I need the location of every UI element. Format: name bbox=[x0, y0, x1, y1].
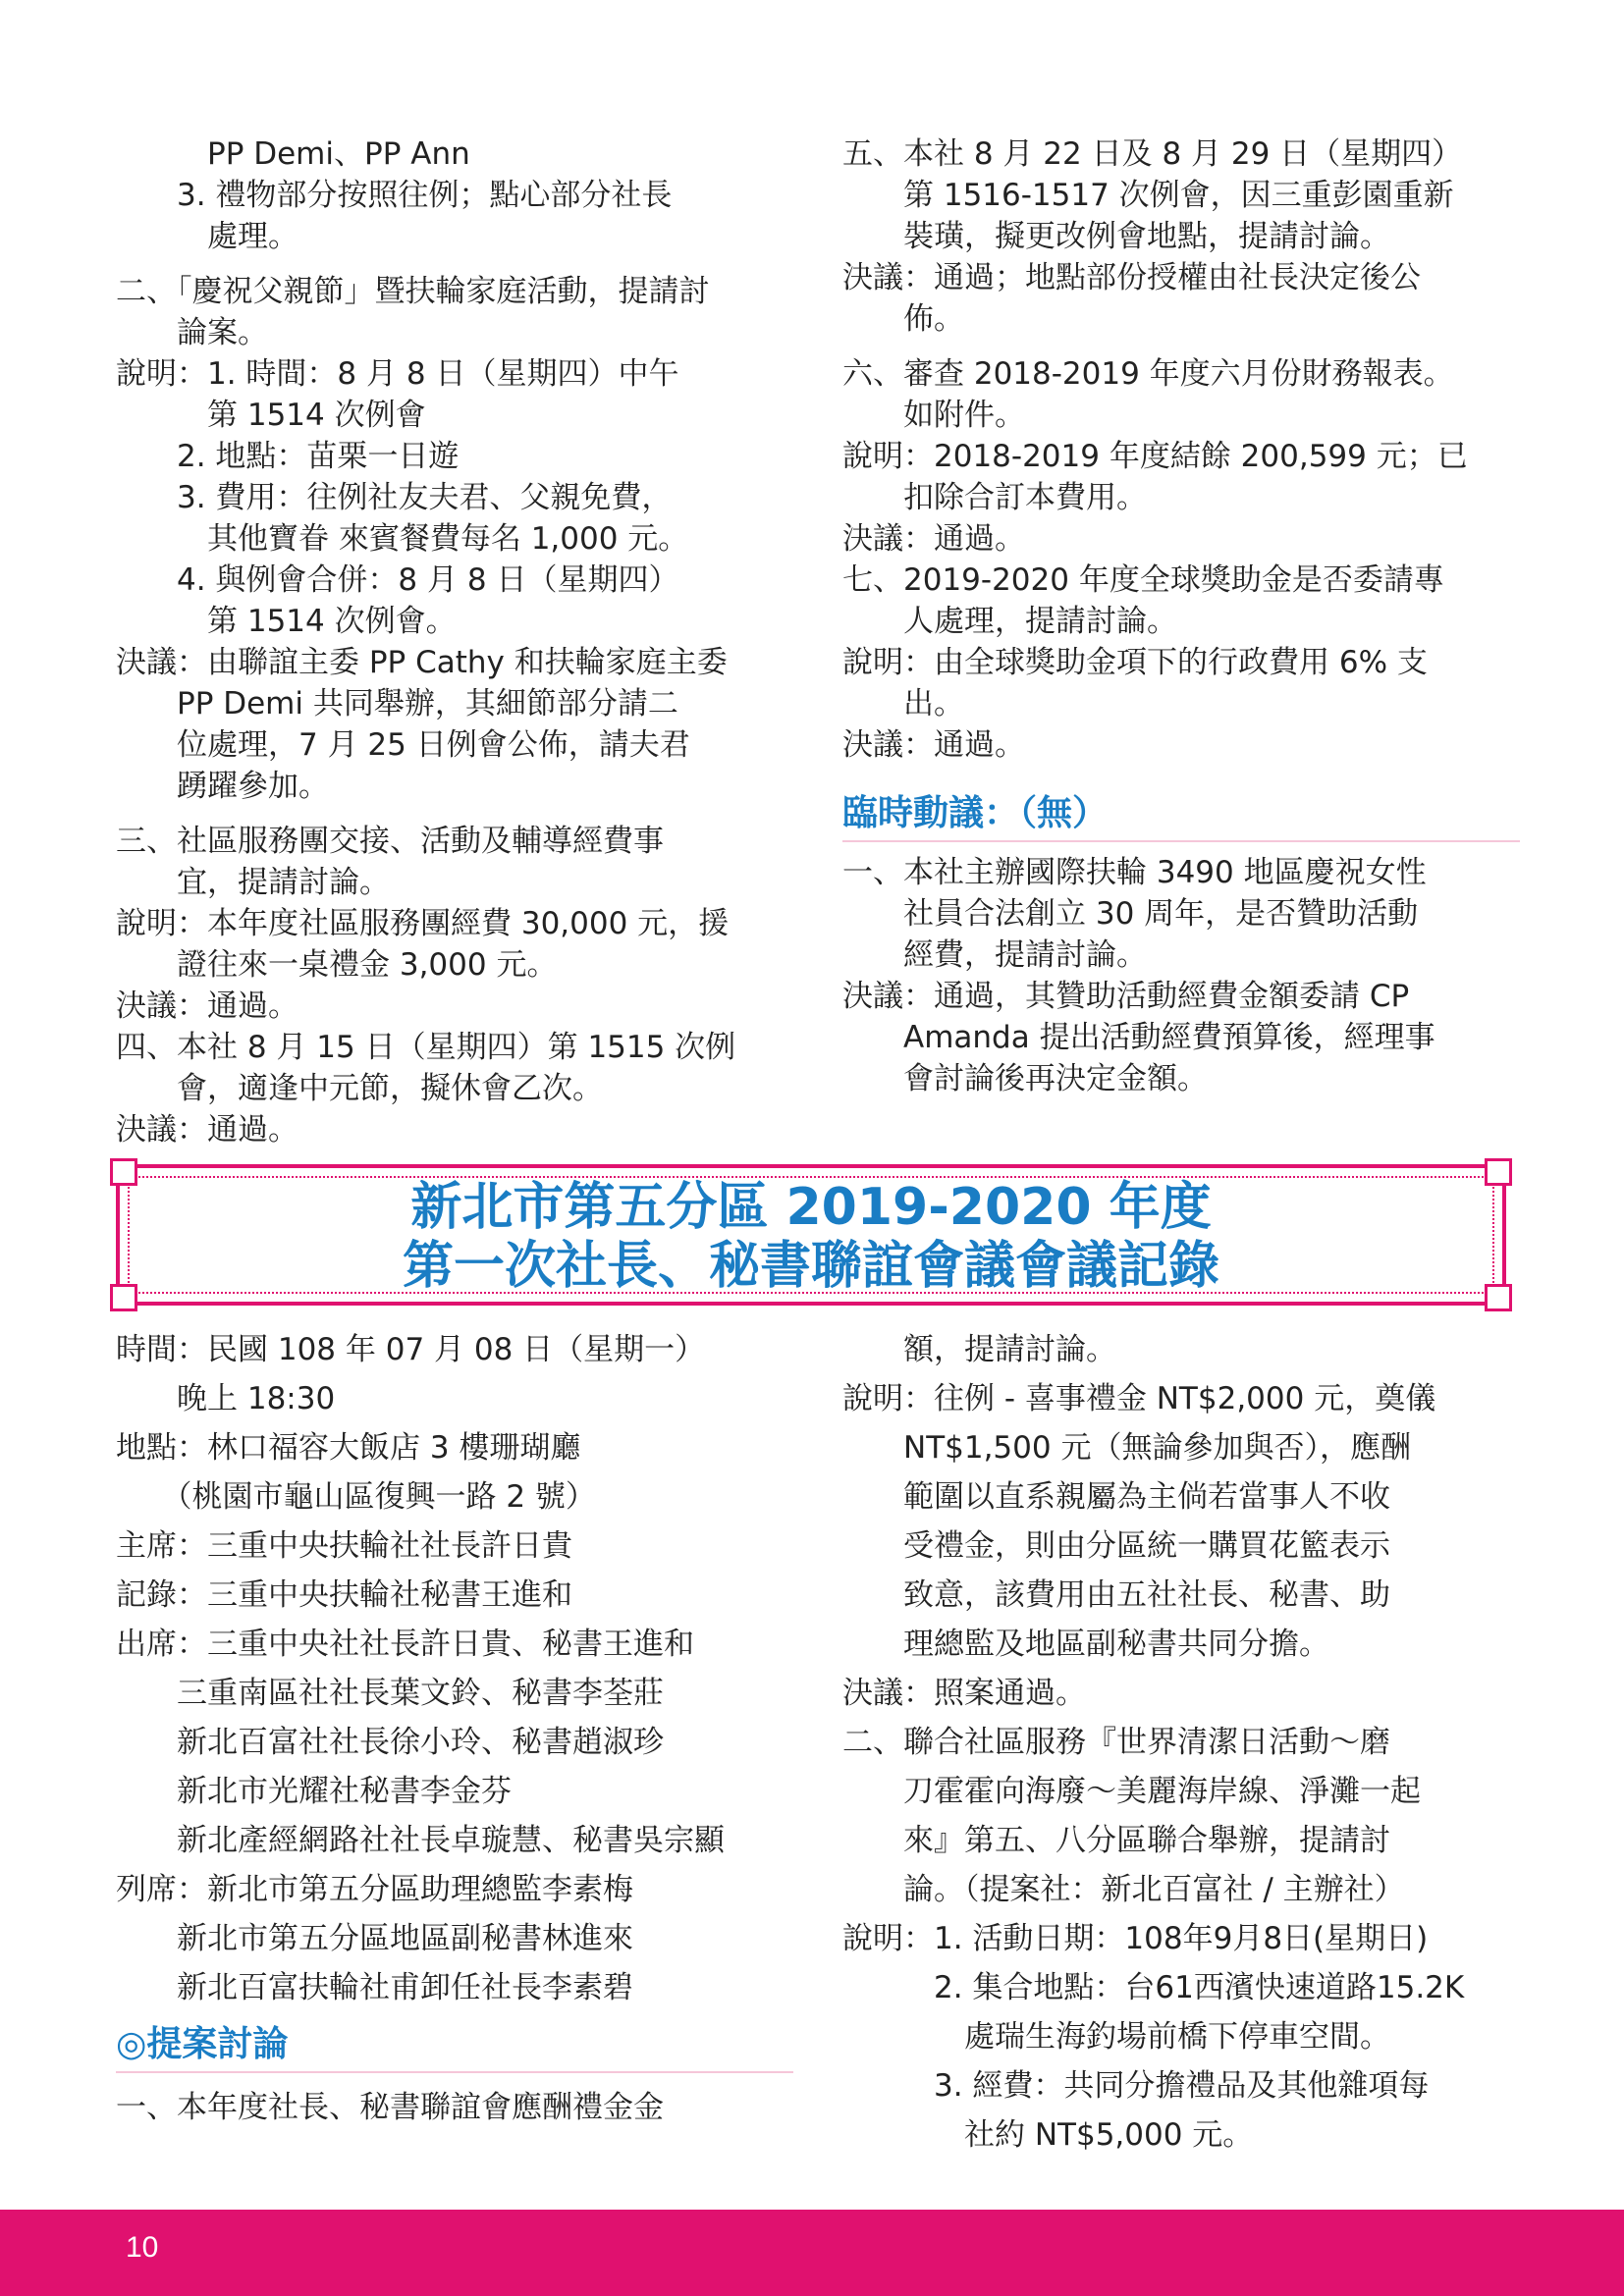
bottom-right-lines bbox=[842, 1325, 1520, 2160]
banner-title-line2: 第一次社長、秘書聯誼會議會議記錄 bbox=[402, 1237, 1219, 1296]
text-line: 宜，提請討論。 bbox=[116, 865, 390, 900]
bottom-left-column bbox=[116, 1325, 793, 2132]
text-line: 2. 集合地點：台61西濱快速道路15.2K bbox=[842, 1970, 1465, 2005]
text-line: 處理。 bbox=[116, 219, 298, 254]
text-line: PP Demi 共同舉辦，其細節部分請二 bbox=[116, 686, 678, 721]
text-line: 位處理，7 月 25 日例會公佈，請夫君 bbox=[116, 727, 690, 763]
text-line: PP Demi、PP Ann bbox=[116, 136, 470, 172]
banner-title-line1: 新北市第五分區 2019-2020 年度 bbox=[410, 1178, 1212, 1237]
text-line: 新北市光耀社秘書李金芬 bbox=[116, 1774, 512, 1809]
temp-motion-rule bbox=[842, 840, 1520, 842]
text-line: 論案。 bbox=[116, 315, 268, 350]
text-line: 三、社區服務團交接、活動及輔導經費事 bbox=[116, 824, 664, 859]
text-line: 扣除合訂本費用。 bbox=[842, 480, 1147, 515]
top-right-lines bbox=[842, 133, 1520, 766]
footer-bar bbox=[0, 2210, 1624, 2296]
text-line: 論。（提案社：新北百富社 / 主辦社） bbox=[842, 1872, 1405, 1907]
text-line: 會討論後再決定金額。 bbox=[842, 1061, 1208, 1096]
text-line: 如附件。 bbox=[842, 398, 1025, 433]
text-line: 時間：民國 108 年 07 月 08 日（星期一） bbox=[116, 1332, 706, 1367]
text-line: 說明：2018-2019 年度結餘 200,599 元；已 bbox=[842, 439, 1468, 474]
text-line: 列席：新北市第五分區助理總監李素梅 bbox=[116, 1872, 633, 1907]
temp-motion-heading: 臨時動議：（無） bbox=[842, 793, 1109, 833]
text-line: 晚上 18:30 bbox=[116, 1381, 336, 1416]
text-line: 佈。 bbox=[842, 301, 964, 337]
text-line: 說明：1. 時間：8 月 8 日（星期四）中午 bbox=[116, 356, 679, 392]
text-line: 其他寶眷 來賓餐費每名 1,000 元。 bbox=[116, 521, 689, 557]
text-line: 人處理，提請討論。 bbox=[842, 604, 1177, 639]
text-line: 決議：由聯誼主委 PP Cathy 和扶輪家庭主委 bbox=[116, 645, 728, 680]
proposal-rule bbox=[116, 2071, 793, 2073]
text-line: 3. 費用：往例社友夫君、父親免費， bbox=[116, 480, 673, 515]
text-line: 新北百富扶輪社甫卸任社長李素碧 bbox=[116, 1970, 633, 2005]
proposal-first-line: 一、本年度社長、秘書聯誼會應酬禮金金 bbox=[116, 2090, 664, 2125]
meeting-title-banner bbox=[116, 1164, 1506, 1306]
text-line: 理總監及地區副秘書共同分擔。 bbox=[842, 1627, 1329, 1662]
text-line: 一、本社主辦國際扶輪 3490 地區慶祝女性 bbox=[842, 855, 1427, 890]
text-line: 4. 與例會合併：8 月 8 日（星期四） bbox=[116, 562, 679, 598]
text-line: 說明：往例 - 喜事禮金 NT$2,000 元，奠儀 bbox=[842, 1381, 1436, 1416]
paragraph-gap bbox=[842, 340, 1520, 353]
bottom-left-lines bbox=[116, 1325, 793, 2012]
text-line: 經費，提請討論。 bbox=[842, 937, 1147, 973]
text-line: 說明：1. 活動日期：108年9月8日(星期日) bbox=[842, 1921, 1429, 1956]
text-line: 七、2019-2020 年度全球獎助金是否委請專 bbox=[842, 562, 1444, 598]
text-line: （桃園市龜山區復興一路 2 號） bbox=[116, 1479, 596, 1515]
paragraph-gap bbox=[116, 257, 793, 271]
text-line: 主席：三重中央扶輪社社長許日貴 bbox=[116, 1528, 572, 1564]
text-line: 處瑞生海釣場前橋下停車空間。 bbox=[842, 2019, 1390, 2055]
text-line: 裝璜，擬更改例會地點，提請討論。 bbox=[842, 219, 1390, 254]
paragraph-gap bbox=[116, 807, 793, 821]
text-line: 六、審查 2018-2019 年度六月份財務報表。 bbox=[842, 356, 1454, 392]
text-line: 決議：通過，其贊助活動經費金額委請 CP bbox=[842, 979, 1410, 1014]
text-line: 2. 地點：苗栗一日遊 bbox=[116, 439, 460, 474]
text-line: 新北市第五分區地區副秘書林進來 bbox=[116, 1921, 633, 1956]
text-line: 新北百富社社長徐小玲、秘書趙淑珍 bbox=[116, 1725, 664, 1760]
text-line: 來』第五、八分區聯合舉辦，提請討 bbox=[842, 1823, 1390, 1858]
text-line: 決議：通過。 bbox=[116, 988, 298, 1024]
text-line: 二、聯合社區服務『世界清潔日活動～磨 bbox=[842, 1725, 1390, 1760]
proposal-heading: ◎提案討論 bbox=[116, 2024, 289, 2064]
text-line: 受禮金，則由分區統一購買花籃表示 bbox=[842, 1528, 1390, 1564]
text-line: 決議：通過。 bbox=[116, 1112, 298, 1148]
text-line: 地點：林口福容大飯店 3 樓珊瑚廳 bbox=[116, 1430, 581, 1466]
text-line: 二、「慶祝父親節」暨扶輪家庭活動，提請討 bbox=[116, 274, 710, 309]
text-line: 決議：照案通過。 bbox=[842, 1676, 1086, 1711]
text-line: 會，適逢中元節，擬休會乙次。 bbox=[116, 1071, 603, 1106]
text-line: 踴躍參加。 bbox=[116, 769, 329, 804]
top-right-column bbox=[842, 133, 1520, 1099]
text-line: 社員合法創立 30 周年，是否贊助活動 bbox=[842, 896, 1419, 932]
text-line: 決議：通過；地點部份授權由社長決定後公 bbox=[842, 260, 1421, 295]
bottom-right-column bbox=[842, 1325, 1520, 2160]
text-line: 第 1514 次例會。 bbox=[116, 604, 457, 639]
text-line: 出。 bbox=[842, 686, 964, 721]
text-line: NT$1,500 元（無論參加與否），應酬 bbox=[842, 1430, 1411, 1466]
temp-motion-lines bbox=[842, 852, 1520, 1099]
top-left-column bbox=[116, 133, 793, 1150]
text-line: 額，提請討論。 bbox=[842, 1332, 1116, 1367]
text-line: 說明：由全球獎助金項下的行政費用 6% 支 bbox=[842, 645, 1428, 680]
text-line: 說明：本年度社區服務團經費 30,000 元，援 bbox=[116, 906, 730, 941]
text-line: 三重南區社社長葉文鈴、秘書李荃莊 bbox=[116, 1676, 664, 1711]
text-line: 五、本社 8 月 22 日及 8 月 29 日（星期四） bbox=[842, 136, 1463, 172]
text-line: 出席：三重中央社社長許日貴、秘書王進和 bbox=[116, 1627, 694, 1662]
text-line: 3. 禮物部分按照往例；點心部分社長 bbox=[116, 178, 673, 213]
text-line: 決議：通過。 bbox=[842, 727, 1025, 763]
text-line: 證往來一桌禮金 3,000 元。 bbox=[116, 947, 558, 983]
text-line: 第 1516-1517 次例會，因三重彭園重新 bbox=[842, 178, 1454, 213]
text-line: 四、本社 8 月 15 日（星期四）第 1515 次例 bbox=[116, 1030, 736, 1065]
text-line: 社約 NT$5,000 元。 bbox=[842, 2117, 1254, 2153]
text-line: 新北產經網路社社長卓璇慧、秘書吳宗顯 bbox=[116, 1823, 725, 1858]
text-line: 決議：通過。 bbox=[842, 521, 1025, 557]
text-line: 3. 經費：共同分擔禮品及其他雜項每 bbox=[842, 2068, 1430, 2104]
text-line: 範圍以直系親屬為主倘若當事人不收 bbox=[842, 1479, 1390, 1515]
text-line: 刀霍霍向海廢～美麗海岸線、淨灘一起 bbox=[842, 1774, 1421, 1809]
text-line: 致意，該費用由五社社長、秘書、助 bbox=[842, 1577, 1390, 1613]
top-left-lines bbox=[116, 133, 793, 1150]
text-line: 第 1514 次例會 bbox=[116, 398, 426, 433]
page-number: 10 bbox=[126, 2231, 159, 2264]
text-line: Amanda 提出活動經費預算後，經理事 bbox=[842, 1020, 1435, 1055]
text-line: 記錄：三重中央扶輪社秘書王進和 bbox=[116, 1577, 572, 1613]
